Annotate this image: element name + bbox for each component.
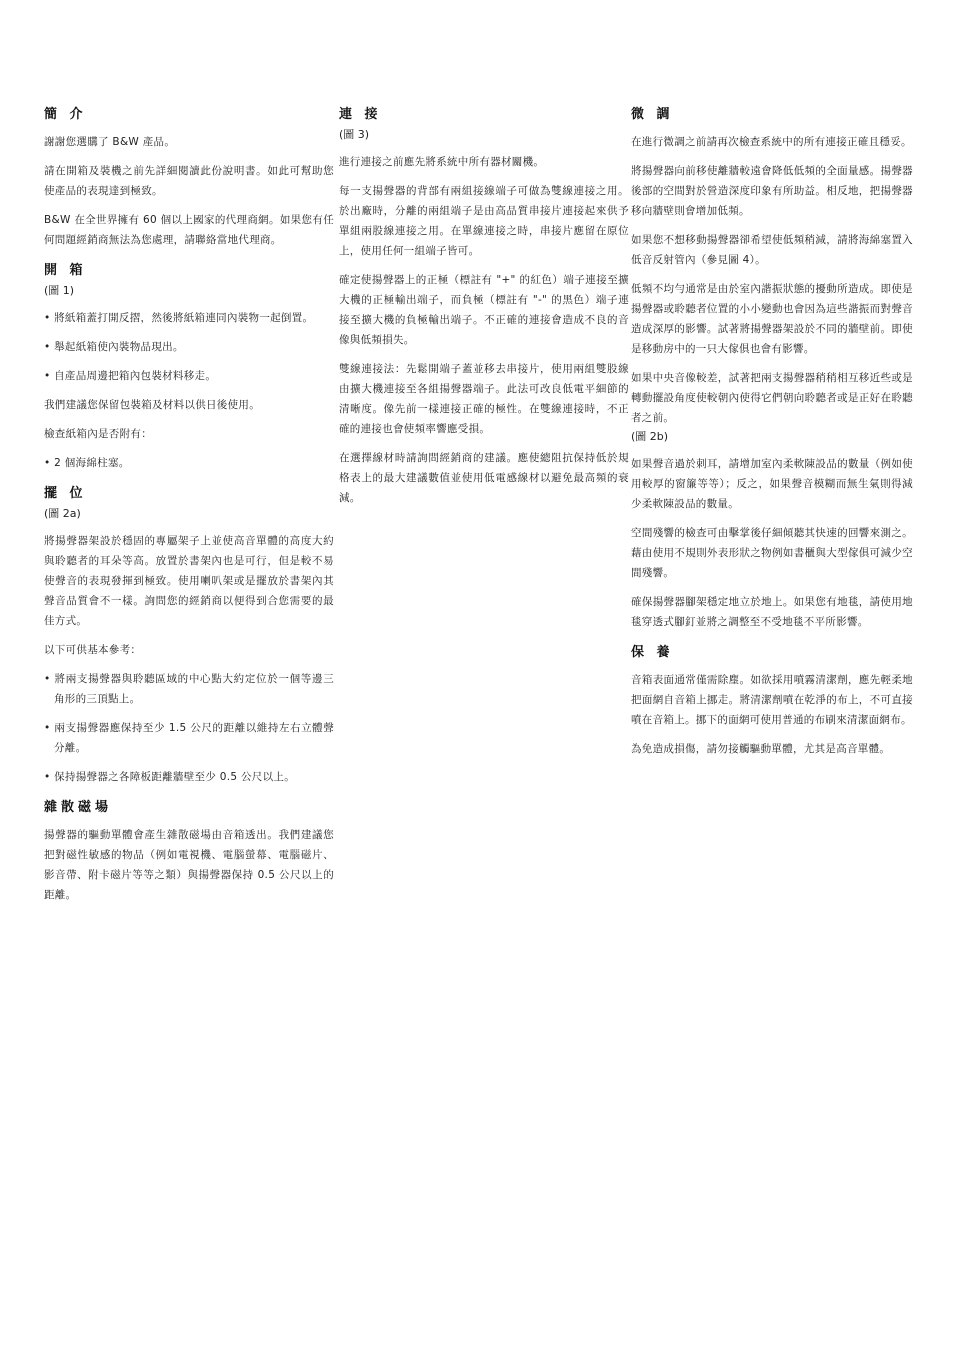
section-heading-connections: 連 接 bbox=[339, 107, 382, 122]
paragraph: 請在開箱及裝機之前先詳細閱讀此份說明書。如此可幫助您使產品的表現達到極致。 bbox=[44, 165, 334, 197]
paragraph: 每一支揚聲器的背部有兩組接線端子可做為雙線連接之用。於出廠時，分離的兩組端子是由高品質串接片連接起來供予單組兩股線連接之用。在單線連接之時，串接片應留在原位上，使用任何一組端子皆可。 bbox=[339, 185, 629, 257]
paragraph: B&W 在全世界擁有 60 個以上國家的代理商網。如果您有任何問題經銷商無法為您處理，請聯絡當地代理商。 bbox=[44, 214, 334, 246]
paragraph: 檢查紙箱內是否附有： bbox=[44, 428, 152, 440]
paragraph: 如果中央音像較差，試著把兩支揚聲器稍稍相互移近些或是轉動擺設角度使較朝內使得它們朝向聆聽者或是正好在聆聽者之前。 bbox=[631, 372, 913, 424]
paragraph: 我們建議您保留包裝箱及材料以供日後使用。 bbox=[44, 399, 260, 411]
paragraph: 雙線連接法：先鬆開端子蓋並移去串接片，使用兩組雙股線由擴大機連接至各組揚聲器端子。此法可改良低電平細節的清晰度。像先前一樣連接正確的極性。在雙線連接時，不正確的連接也會使頻率響應受損。 bbox=[339, 363, 629, 435]
section-heading-maintenance: 保 養 bbox=[631, 645, 674, 660]
bullet-item: • 自產品周邊把箱內包裝材料移走。 bbox=[44, 370, 217, 382]
paragraph: 將揚聲器架設於穩固的專屬架子上並使高音單體的高度大約與聆聽者的耳朵等高。放置於書架內也是可行，但是較不易使聲音的表現發揮到極致。使用喇叭架或是擺放於書架內其聲音品質會不一樣。詢問您的經銷商以便得到合您需要的最佳方式。 bbox=[44, 535, 334, 627]
paragraph: 如果您不想移動揚聲器卻希望使低頻稍減，請將海綿塞置入低音反射管內（參見圖 4）。 bbox=[631, 234, 913, 266]
paragraph: 空間殘響的檢查可由擊掌後仔細傾聽其快速的回響來測之。藉由使用不規則外表形狀之物例如書櫃與大型傢俱可減少空間殘響。 bbox=[631, 527, 913, 579]
bullet-item: • 舉起紙箱使內裝物品現出。 bbox=[44, 341, 184, 353]
paragraph: 音箱表面通常僅需除塵。如欲採用噴霧清潔劑，應先輕柔地把面網自音箱上挪走。將清潔劑噴在乾淨的布上，不可直接噴在音箱上。挪下的面網可使用普通的布刷來清潔面網布。 bbox=[631, 674, 913, 726]
column-right bbox=[631, 103, 913, 768]
paragraph: 如果聲音過於刺耳，請增加室內柔軟陳設品的數量（例如使用較厚的窗簾等等）；反之，如果聲音模糊而無生氣則得減少柔軟陳設品的數量。 bbox=[631, 458, 913, 510]
figure-reference: (圖 1) bbox=[44, 284, 75, 297]
paragraph: 確保揚聲器腳架穩定地立於地上。如果您有地毯，請使用地毯穿透式腳釘並將之調整至不受地毯不平所影響。 bbox=[631, 596, 913, 628]
figure-reference: (圖 2a) bbox=[44, 507, 81, 520]
bullet-item: • 保持揚聲器之各障板距離牆壁至少 0.5 公尺以上。 bbox=[44, 771, 296, 783]
paragraph: 以下可供基本參考： bbox=[44, 644, 142, 656]
paragraph: 確定使揚聲器上的正極（標註有 "+" 的紅色）端子連接至擴大機的正極輸出端子，而負極（標註有 "-" 的黑色）端子連接至擴大機的負極輸出端子。不正確的連接會造成不良的音像與低頻損失。 bbox=[339, 274, 629, 346]
paragraph: 在進行微調之前請再次檢查系統中的所有連接正確且穩妥。 bbox=[631, 136, 912, 148]
bullet-item: • 2 個海綿柱塞。 bbox=[44, 457, 130, 469]
section-heading-introduction: 簡 介 bbox=[44, 107, 87, 122]
column-middle bbox=[339, 103, 629, 517]
paragraph: 為免造成損傷，請勿接觸驅動單體，尤其是高音單體。 bbox=[631, 743, 891, 755]
paragraph: 低頻不均勻通常是由於室內諧振狀態的擾動所造成。即使是揚聲器或聆聽者位置的小小變動也會因為這些諧振而對聲音造成深厚的影響。試著將揚聲器架設於不同的牆壁前。即使是移動房中的一只大傢俱也會有影響。 bbox=[631, 283, 913, 355]
paragraph: 進行連接之前應先將系統中所有器材關機。 bbox=[339, 156, 545, 168]
paragraph: 揚聲器的驅動單體會產生雜散磁場由音箱透出。我們建議您把對磁性敏感的物品（例如電視機、電腦螢幕、電腦磁片、影音帶、附卡磁片等等之類）與揚聲器保持 0.5 公尺以上的距離。 bbox=[44, 829, 334, 901]
figure-reference: (圖 3) bbox=[339, 128, 370, 141]
paragraph: 將揚聲器向前移使離牆較遠會降低低頻的全面量感。揚聲器後部的空間對於營造深度印象有所助益。相反地，把揚聲器移向牆壁則會增加低頻。 bbox=[631, 165, 913, 217]
figure-reference: (圖 2b) bbox=[631, 430, 669, 443]
bullet-item: • 將兩支揚聲器與聆聽區域的中心點大約定位於一個等邊三角形的三頂點上。 bbox=[44, 673, 334, 705]
section-heading-magnetic-field: 雜散磁場 bbox=[44, 800, 113, 815]
bullet-item: • 將紙箱蓋打開反摺，然後將紙箱連同內裝物一起倒置。 bbox=[44, 312, 314, 324]
section-heading-fine-tuning: 微 調 bbox=[631, 107, 674, 122]
section-heading-positioning: 擺 位 bbox=[44, 486, 87, 501]
bullet-item: • 兩支揚聲器應保持至少 1.5 公尺的距離以維持左右立體聲分離。 bbox=[44, 722, 334, 754]
paragraph: 在選擇線材時請詢問經銷商的建議。應使總阻抗保持低於規格表上的最大建議數值並使用低電感線材以避免最高頻的衰減。 bbox=[339, 452, 629, 504]
paragraph: 謝謝您選購了 B&W 產品。 bbox=[44, 136, 176, 148]
section-heading-unpacking: 開 箱 bbox=[44, 263, 87, 278]
column-left bbox=[44, 103, 334, 914]
